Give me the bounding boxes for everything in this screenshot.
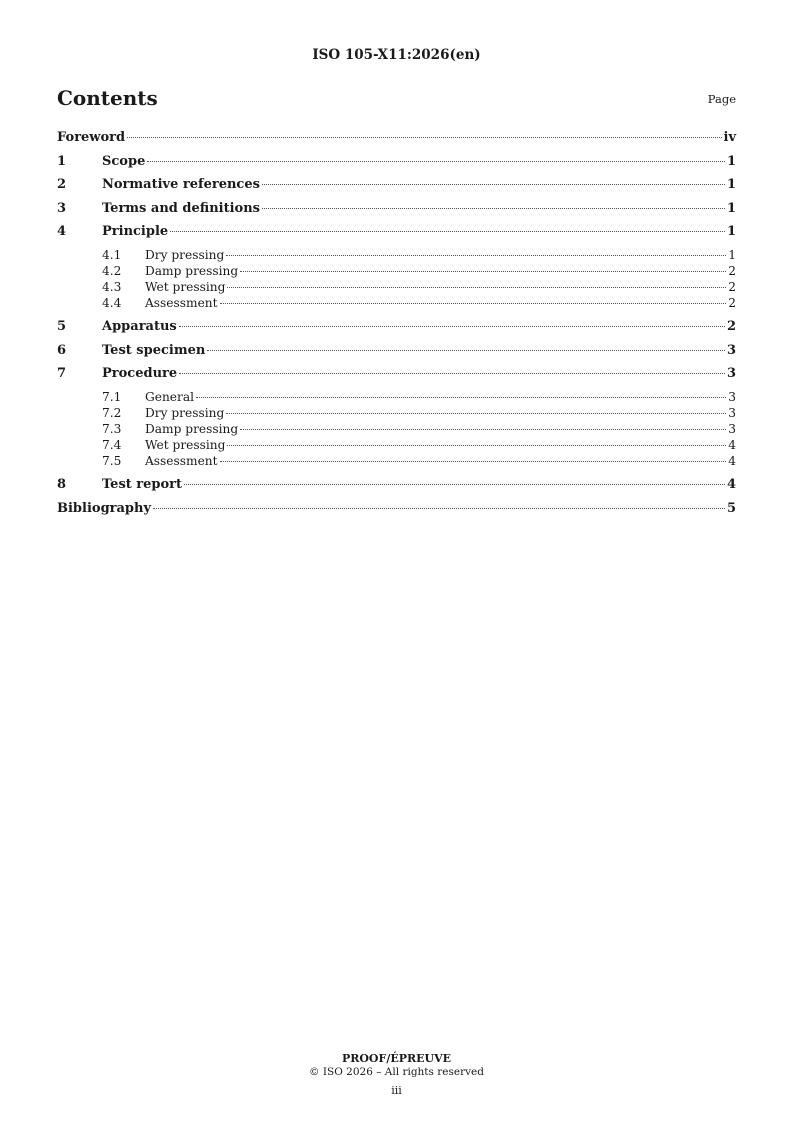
dot-leader <box>226 255 726 256</box>
toc-entry-title: Dry pressing <box>145 405 225 420</box>
toc-entry-title: Foreword <box>57 130 126 145</box>
dot-leader <box>262 184 725 185</box>
toc-entry-number: 4 <box>57 224 67 239</box>
toc-entry-page: 1 <box>726 224 736 239</box>
toc-entry-page: 4 <box>728 454 736 469</box>
copyright-notice: © ISO 2026 – All rights reserved <box>309 1066 484 1078</box>
dot-leader <box>240 429 726 430</box>
toc-entry-page: 4 <box>728 438 736 453</box>
toc-entry-number: 7.3 <box>102 421 122 436</box>
toc-entry-number: 1 <box>57 153 67 169</box>
dot-leader <box>179 326 725 327</box>
toc-subentry[interactable] <box>57 279 736 295</box>
toc-entry-page: 1 <box>726 200 736 216</box>
dot-leader <box>179 373 725 374</box>
toc-entry-number: 4.4 <box>102 296 122 311</box>
dot-leader <box>220 303 727 304</box>
contents-title: Contents <box>57 86 158 110</box>
toc-entry-page: 1 <box>728 247 736 262</box>
toc-entry-title: Terms and definitions <box>102 200 260 216</box>
toc-entry[interactable] <box>57 500 736 524</box>
toc-entry-page: 2 <box>726 319 736 335</box>
table-of-contents <box>57 129 736 523</box>
page-number: iii <box>391 1084 402 1097</box>
toc-entry-page: 3 <box>726 342 736 358</box>
toc-entry-page: 1 <box>726 153 736 169</box>
toc-entry-page: 3 <box>728 421 736 436</box>
toc-subentry[interactable] <box>57 295 736 318</box>
toc-entry-title: Principle <box>102 224 169 239</box>
toc-subentry[interactable] <box>57 453 736 476</box>
toc-entry[interactable] <box>57 176 736 200</box>
toc-entry-number: 7.4 <box>102 438 122 453</box>
dot-leader <box>127 137 721 138</box>
page-column-label: Page <box>707 92 736 106</box>
dot-leader <box>227 445 726 446</box>
toc-entry-number: 4.3 <box>102 279 122 294</box>
toc-subentry[interactable] <box>57 405 736 421</box>
toc-entry-number: 7.5 <box>102 454 122 469</box>
toc-entry-title: General <box>145 389 194 404</box>
dot-leader <box>226 413 726 414</box>
toc-entry-title: Normative references <box>102 177 260 192</box>
toc-entry-page: 2 <box>728 279 736 294</box>
toc-entry[interactable] <box>57 129 736 153</box>
toc-entry-number: 5 <box>57 319 67 335</box>
toc-entry-page: 2 <box>728 263 736 278</box>
toc-entry-page: 1 <box>726 177 736 192</box>
toc-entry-title: Scope <box>102 153 146 169</box>
toc-entry-title: Assessment <box>145 454 218 469</box>
toc-entry[interactable] <box>57 318 736 342</box>
toc-subentry[interactable] <box>57 247 736 263</box>
dot-leader <box>170 231 725 232</box>
toc-entry[interactable] <box>57 342 736 366</box>
toc-entry-title: Assessment <box>145 296 218 311</box>
toc-entry[interactable] <box>57 223 736 247</box>
toc-subentry[interactable] <box>57 389 736 405</box>
toc-entry-title: Damp pressing <box>145 421 239 436</box>
toc-entry[interactable] <box>57 153 736 177</box>
dot-leader <box>147 161 725 162</box>
toc-entry[interactable] <box>57 200 736 224</box>
toc-entry-number: 4.2 <box>102 263 122 278</box>
toc-entry-title: Damp pressing <box>145 263 239 278</box>
toc-entry-page: 5 <box>726 500 736 516</box>
toc-entry-title: Wet pressing <box>145 279 226 294</box>
toc-subentry[interactable] <box>57 421 736 437</box>
toc-entry-page: 3 <box>728 405 736 420</box>
dot-leader <box>240 271 726 272</box>
toc-entry-page: 3 <box>728 389 736 404</box>
dot-leader <box>227 287 726 288</box>
toc-entry-number: 3 <box>57 200 67 216</box>
toc-entry-number: 2 <box>57 177 67 192</box>
dot-leader <box>196 397 726 398</box>
toc-entry-number: 6 <box>57 342 67 358</box>
toc-entry-page: iv <box>723 130 736 145</box>
toc-subentry[interactable] <box>57 263 736 279</box>
proof-label: PROOF/ÉPREUVE <box>341 1052 452 1065</box>
toc-entry-number: 7 <box>57 366 67 382</box>
toc-entry-number: 4.1 <box>102 247 122 262</box>
toc-entry[interactable] <box>57 476 736 500</box>
dot-leader <box>184 484 725 485</box>
toc-entry-title: Procedure <box>102 366 178 382</box>
toc-entry-number: 7.2 <box>102 405 122 420</box>
toc-entry-page: 4 <box>726 477 736 493</box>
toc-entry-page: 2 <box>728 296 736 311</box>
toc-entry-number: 8 <box>57 477 67 493</box>
toc-entry-title: Test report <box>102 477 183 493</box>
toc-entry-title: Apparatus <box>102 319 177 335</box>
dot-leader <box>262 208 725 209</box>
toc-entry-title: Bibliography <box>57 500 152 516</box>
toc-entry-title: Wet pressing <box>145 438 226 453</box>
toc-entry-title: Test specimen <box>102 342 206 358</box>
toc-entry-page: 3 <box>726 366 736 382</box>
dot-leader <box>207 350 725 351</box>
document-id-header: ISO 105-X11:2026(en) <box>312 47 481 63</box>
toc-entry-number: 7.1 <box>102 389 122 404</box>
dot-leader <box>220 461 727 462</box>
toc-entry[interactable] <box>57 365 736 389</box>
dot-leader <box>153 508 725 509</box>
toc-subentry[interactable] <box>57 437 736 453</box>
toc-entry-title: Dry pressing <box>145 247 225 262</box>
